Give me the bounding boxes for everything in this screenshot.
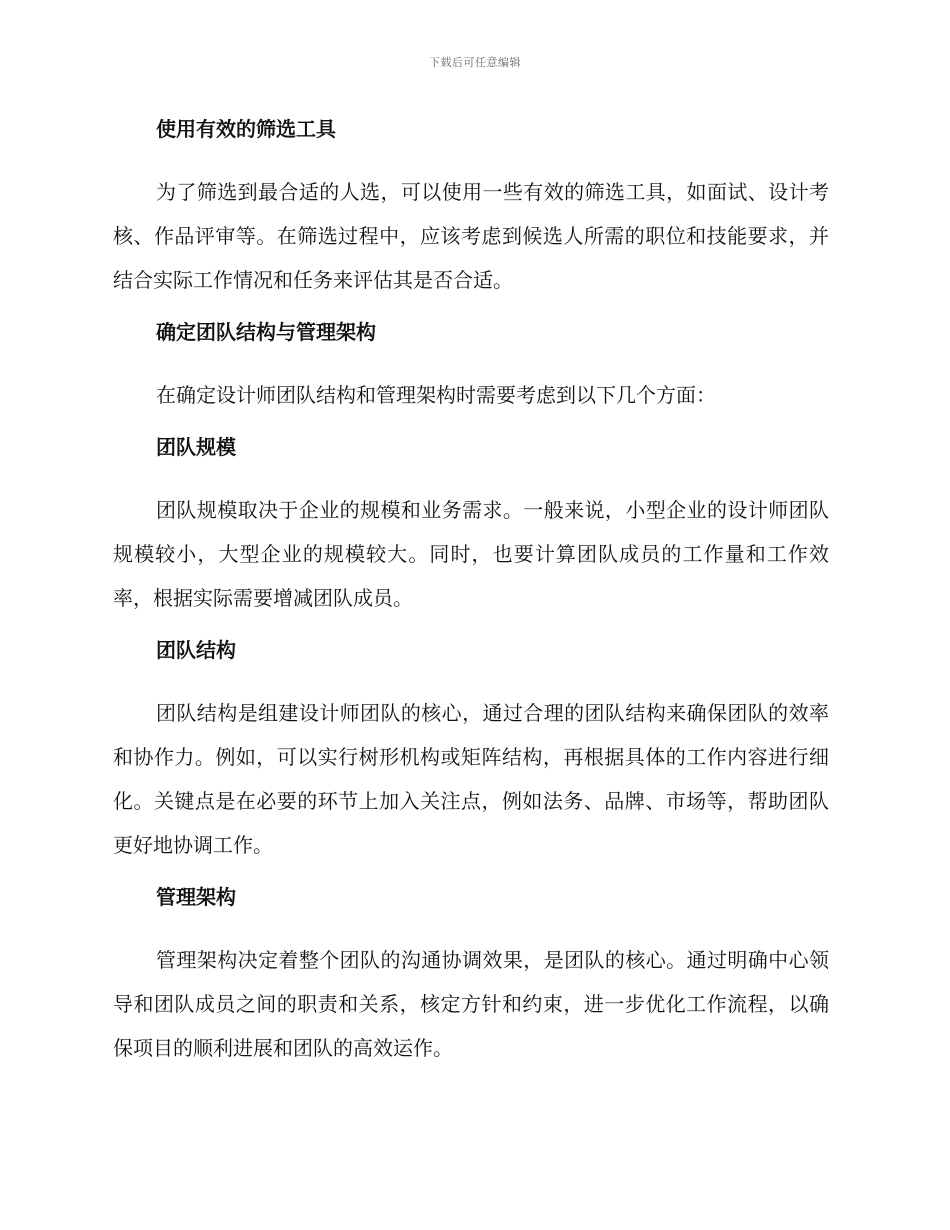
- section-heading-screening-tools: 使用有效的筛选工具: [156, 117, 336, 141]
- document-content: [113, 112, 829, 1083]
- page-header: 下载后可任意编辑: [429, 56, 521, 69]
- section-paragraph-management-structure: 管理架构决定着整个团队的沟通协调效果，是团队的核心。通过明确中心领导和团队成员之间的职责和关系，核定方针和约束，进一步优化工作流程，以确保项目的顺利进展和团队的高效运作。: [113, 948, 829, 1060]
- section-paragraph-screening-tools: 为了筛选到最合适的人选，可以使用一些有效的筛选工具，如面试、设计考核、作品评审等。在筛选过程中，应该考虑到候选人所需的职位和技能要求，并结合实际工作情况和任务来评估其是否合适。: [113, 180, 829, 292]
- section-heading-team-structure: 团队结构: [156, 638, 236, 662]
- section-heading-team-size: 团队规模: [156, 435, 236, 459]
- section-heading-management-structure: 管理架构: [156, 885, 236, 909]
- section-paragraph-team-structure-management: 在确定设计师团队结构和管理架构时需要考虑到以下几个方面：: [156, 383, 716, 407]
- section-heading-team-structure-management: 确定团队结构与管理架构: [156, 320, 376, 344]
- section-paragraph-team-size: 团队规模取决于企业的规模和业务需求。一般来说，小型企业的设计师团队规模较小，大型企业的规模较大。同时，也要计算团队成员的工作量和工作效率，根据实际需要增减团队成员。: [113, 498, 829, 610]
- section-paragraph-team-structure: 团队结构是组建设计师团队的核心，通过合理的团队结构来确保团队的效率和协作力。例如，可以实行树形机构或矩阵结构，再根据具体的工作内容进行细化。关键点是在必要的环节上加入关注点，例如法务、品牌、市场等，帮助团队更好地协调工作。: [113, 701, 829, 857]
